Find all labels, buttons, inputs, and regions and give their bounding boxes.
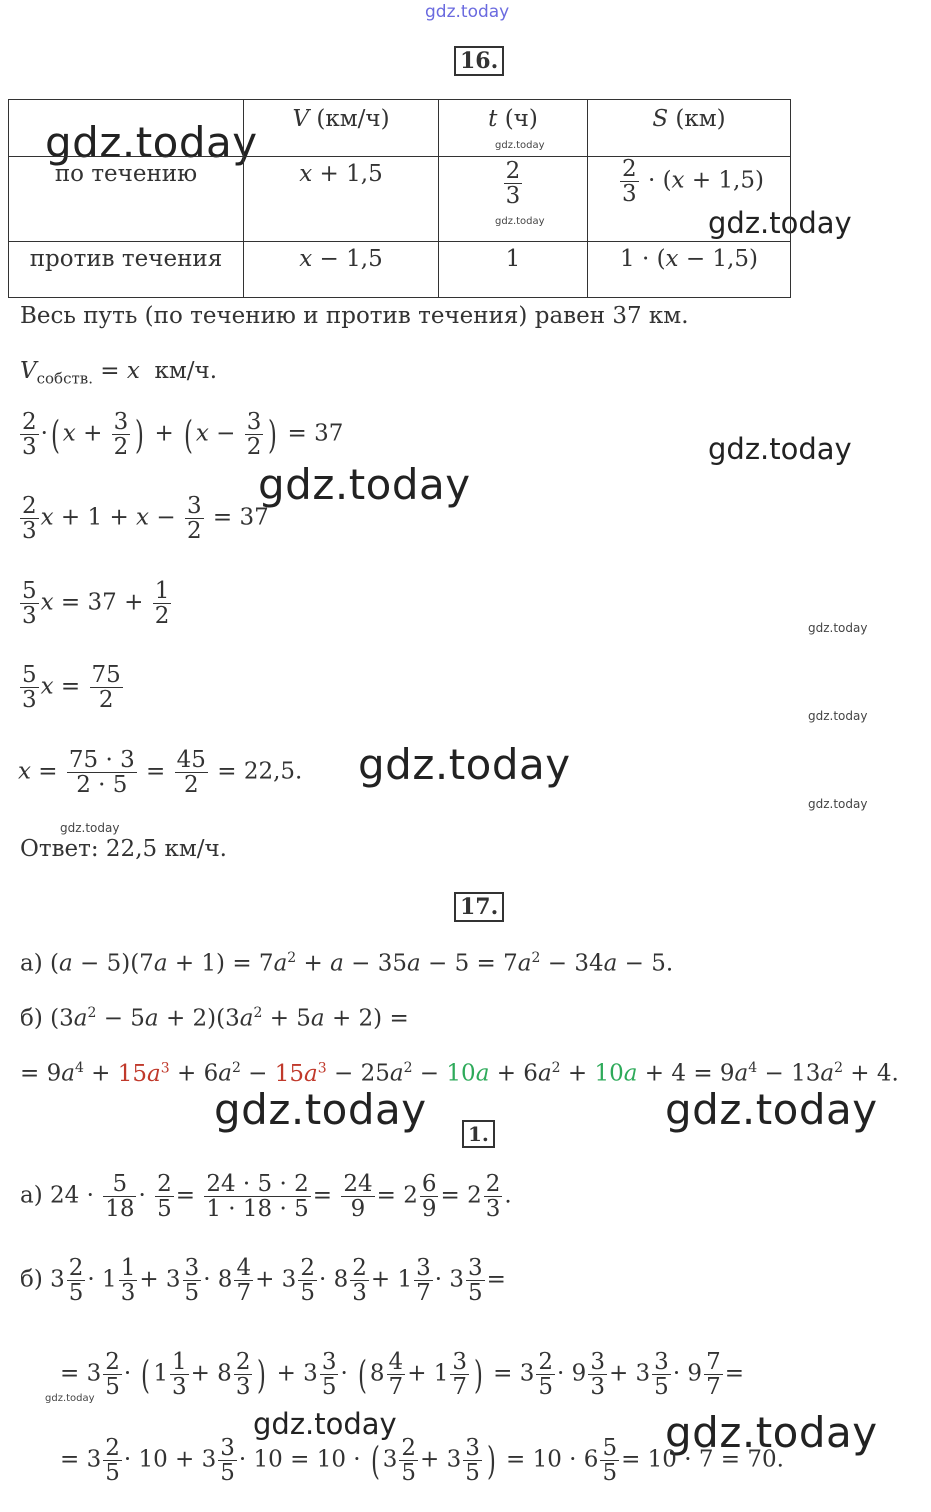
answer: Ответ: 22,5 км/ч. xyxy=(20,836,227,862)
watermark: gdz.today xyxy=(358,740,571,789)
watermark: gdz.today xyxy=(45,118,258,167)
part-a-17: а) $(a - 5)(7a + 1) = 7a^2 + a - 35a - 5 = 7a^2 - 34a - 5$. xyxy=(20,950,674,977)
equation-step-1: $\frac{2}{3}$ ·( x + $\frac{3}{2}$ ) + ( x − $\frac{3}{2}$ ) = 37 xyxy=(22,409,344,461)
motion-table xyxy=(8,99,791,298)
problem-statement: Весь путь (по течению и против течения) равен 37 км. xyxy=(20,303,689,329)
table-header-v: V (км/ч) xyxy=(244,100,439,157)
watermark: gdz.today xyxy=(253,1407,397,1441)
table-cell-s: 1 · (x − 1,5) xyxy=(588,242,791,298)
part-b-1: б) 3 $\frac{2}{5}$ · 1 $\frac{1}{3}$ + 3 $\frac{3}{5}$ · 8 $\frac{4}{7}$ + 3 $\frac{2}{5}$ · 8 $\frac{2}{3}$ + 1 $\frac{3}{7}$ · 3 $\frac{3}{5}$ = xyxy=(20,1255,506,1307)
equation-step-3: $\frac{5}{3}$ x = 37 + $\frac{1}{2}$ xyxy=(22,578,170,630)
own-speed-line: $V_{собств.} = x$ км/ч. xyxy=(20,358,218,388)
table-row-label: против течения xyxy=(9,242,244,298)
part-b-1-step-1: = 3 $\frac{2}{5}$ · ( 1 $\frac{1}{3}$ + 8 $\frac{2}{3}$ ) + 3 $\frac{3}{5}$ · ( 8 $\frac{4}{7}$ + 1 $\frac{3}{7}$ ) = 3 $\frac{2}{5}$ · 9 $\frac{3}{3}$ + 3 $\frac{3}{5}$ · 9 $\frac{7}{7}$ = xyxy=(60,1349,744,1401)
watermark: gdz.today xyxy=(665,1085,878,1134)
watermark: gdz.today xyxy=(808,709,868,723)
table-cell-v: x + 1,5 xyxy=(244,157,439,242)
table-row-label: по течению xyxy=(9,157,244,242)
problem-number-16: 16. xyxy=(454,46,504,76)
table-cell-s: $\frac{2}{3}$ · (x + 1,5) xyxy=(588,157,791,242)
equation-step-2: $\frac{2}{3}$ x + 1 + x − $\frac{3}{2}$ = 37 xyxy=(22,493,269,545)
table-cell-t: 1 xyxy=(439,242,588,298)
watermark: gdz.today xyxy=(214,1085,427,1134)
watermark: gdz.today xyxy=(495,216,545,227)
watermark: gdz.today xyxy=(495,140,545,151)
part-a-1: а) 24 · $\frac{5}{18}$ · $\frac{2}{5}$ = $\frac{24 \cdot 5 \cdot 2}{1 \cdot 18 \cdot 5}$ = $\frac{24}{9}$ = 2 $\frac{6}{9}$ = 2 $\frac{2}{3}$ . xyxy=(20,1171,512,1223)
problem-number-17: 17. xyxy=(454,892,504,922)
table-cell-t: $\frac{2}{3}$ xyxy=(439,157,588,242)
watermark: gdz.today xyxy=(708,432,852,466)
table-cell-v: x − 1,5 xyxy=(244,242,439,298)
watermark: gdz.today xyxy=(665,1408,878,1457)
watermark: gdz.today xyxy=(258,460,471,509)
watermark-top: gdz.today xyxy=(425,2,510,22)
part-b-17-expansion: = $9a^4 + 15a^3 + 6a^2 - 15a^3 - 25a^2 - 10a + 6a^2 + 10a + 4 = 9a^4 - 13a^2 + 4$. xyxy=(20,1060,899,1087)
problem-number-1: 1. xyxy=(462,1120,495,1148)
watermark: gdz.today xyxy=(808,621,868,635)
watermark: gdz.today xyxy=(808,797,868,811)
watermark: gdz.today xyxy=(708,206,852,240)
watermark: gdz.today xyxy=(45,1393,95,1404)
table-header-s: S (км) xyxy=(588,100,791,157)
table-header-empty xyxy=(9,100,244,157)
part-b-17: б) $(3a^2 - 5a + 2)(3a^2 + 5a + 2)$ = xyxy=(20,1005,409,1032)
equation-step-5: x = $\frac{75 \cdot 3}{2 \cdot 5}$ = $\frac{45}{2}$ = 22,5. xyxy=(18,747,303,799)
part-b-1-step-2: = 3 $\frac{2}{5}$ · 10 + 3 $\frac{3}{5}$ · 10 = 10 · ( 3 $\frac{2}{5}$ + 3 $\frac{3}{5}$ ) = 10 · 6 $\frac{5}{5}$ = 10 · 7 = 70. xyxy=(60,1435,784,1487)
watermark: gdz.today xyxy=(60,821,120,835)
table-header-t: t (ч) xyxy=(439,100,588,157)
equation-step-4: $\frac{5}{3}$ x = $\frac{75}{2}$ xyxy=(22,662,121,714)
